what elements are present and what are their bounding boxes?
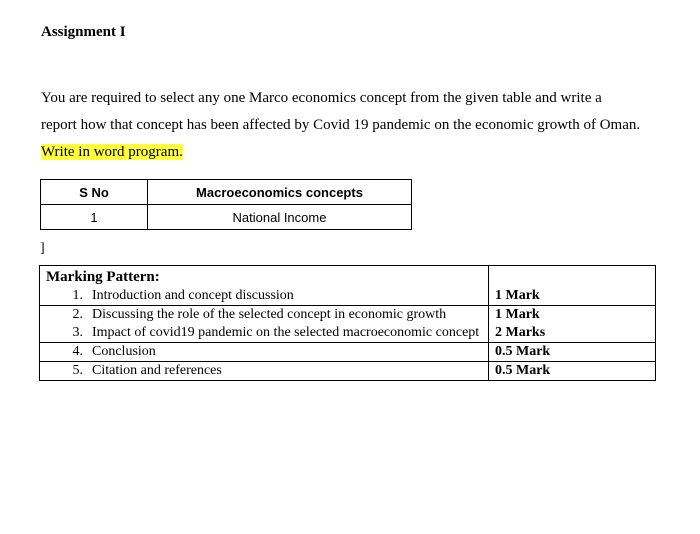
marking-item-cell [40, 362, 489, 381]
list-item [46, 287, 488, 305]
instructions-line-2: report how that concept has been affected by Covid 19 pandemic on the economic growth of Oman. [41, 117, 641, 133]
list-item [46, 324, 488, 342]
mark-cell: 0.5 Mark [489, 343, 656, 362]
marks-spacer [495, 266, 655, 287]
mark-cell: 0.5 Mark [489, 362, 656, 381]
cell-sno: 1 [41, 205, 148, 230]
instructions-paragraph [41, 85, 656, 166]
table-row [40, 306, 656, 343]
concepts-header-row [41, 180, 412, 205]
instructions-line-1: You are required to select any one Marco economics concept from the given table and write a [41, 90, 602, 106]
item-text: Introduction and concept discussion [92, 288, 294, 303]
list-item [46, 343, 488, 361]
header-concepts: Macroeconomics concepts [148, 180, 412, 205]
marks-cell [489, 266, 656, 306]
list-item [46, 306, 488, 324]
item-number: 1. [72, 288, 83, 303]
item-number: 3. [72, 325, 83, 340]
item-number: 5. [72, 363, 83, 378]
item-text: Citation and references [92, 363, 222, 378]
marking-header-row [40, 266, 656, 306]
marks-cell [489, 306, 656, 343]
table-row [41, 205, 412, 230]
concepts-table [40, 179, 412, 230]
item-text: Discussing the role of the selected concept in economic growth [92, 307, 447, 322]
marking-item-cell [40, 306, 489, 343]
stray-bracket: ] [40, 241, 45, 256]
assignment-title: Assignment I [41, 24, 126, 40]
item-text: Impact of covid19 pandemic on the selected macroeconomic concept [92, 325, 480, 340]
list-item [46, 362, 488, 380]
item-mark: 1 Mark [495, 307, 540, 322]
table-row [40, 343, 656, 362]
item-number: 2. [72, 307, 83, 322]
highlighted-instruction: Write in word program. [41, 144, 183, 160]
marking-table [39, 265, 656, 381]
header-sno: S No [41, 180, 148, 205]
table-row [40, 362, 656, 381]
marking-item-cell [40, 343, 489, 362]
item-number: 4. [72, 344, 83, 359]
item-mark: 1 Mark [495, 288, 540, 303]
item-mark: 2 Marks [495, 325, 546, 340]
item-text: Conclusion [92, 344, 156, 359]
marking-title: Marking Pattern: [46, 269, 160, 285]
cell-concept: National Income [148, 205, 412, 230]
marking-title-cell [40, 266, 489, 306]
